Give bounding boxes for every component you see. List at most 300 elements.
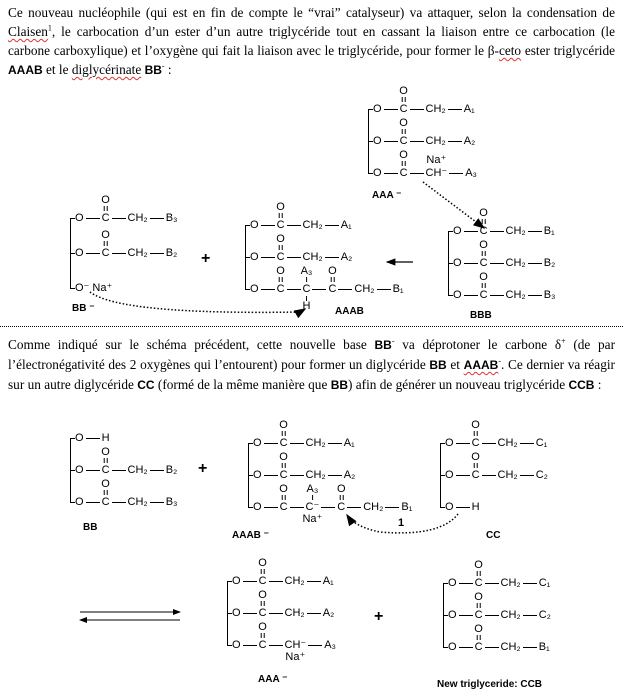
atom [250,250,259,264]
plus-sign: + [198,460,208,477]
double-bond [402,161,406,166]
atom [445,468,454,482]
atom-symbol: A₁ [322,575,334,587]
text: : [594,377,602,392]
bond [377,289,391,290]
text: . Ce dernier va réagir sur un autre diglycéride [8,357,615,392]
atom-symbol: C [101,496,110,508]
atom-symbol: O [276,265,285,277]
ester-chain [443,623,550,654]
atom [498,436,518,450]
atom [279,419,288,450]
atom-symbol: CH₂ [497,437,518,449]
ester-chain [368,117,476,148]
atom-symbol: C [474,609,483,621]
bond [261,257,275,258]
ester-chain [70,194,178,225]
atom [303,250,323,264]
atom [75,431,84,445]
atom-symbol: O [453,257,462,269]
atom [506,224,526,238]
bb-term: BB [374,338,392,352]
atom-symbol: C [479,289,488,301]
atom [128,495,148,509]
atom-symbol: C₂ [535,469,548,481]
bond [328,475,342,476]
atom [479,239,488,270]
atom-symbol: O [445,437,454,449]
atom-symbol: O [253,469,262,481]
substituent-above [479,240,488,256]
bond [410,141,424,142]
ester-chain [227,589,335,620]
bond [328,443,342,444]
atom-symbol: C₁ [535,437,548,449]
plus-sign: + [201,250,211,267]
atom-symbol: C [279,501,288,513]
atom-symbol: C₁ [538,577,551,589]
atom [166,246,178,260]
atom-symbol: CH₂ [425,103,446,115]
atom-symbol: CH₂ [505,257,526,269]
atom-symbol: B₃ [543,289,556,301]
atom-symbol: B₂ [543,257,556,269]
bond [243,645,257,646]
atom [102,431,110,445]
atom [323,606,335,620]
bond [290,507,304,508]
atom-symbol: CH⁻ [284,639,307,651]
double-bond [279,245,283,250]
atom-symbol: O [250,283,259,295]
double-bond [477,635,481,640]
atom [474,623,483,654]
double-bond [279,213,283,218]
double-bond [402,97,406,102]
double-bond [104,490,108,495]
bond [485,615,499,616]
atom-symbol: O [448,577,457,589]
atom-symbol: O [279,419,288,431]
bb-charge: - [391,336,395,346]
substituent-above [471,452,480,468]
double-bond [474,463,478,468]
bond [456,475,470,476]
bond [528,231,542,232]
atom [501,640,521,654]
atom-symbol: CH₂ [302,219,323,231]
substituent-above [337,484,346,500]
atom-symbol: B₁ [538,641,550,653]
atom-symbol: O [232,575,241,587]
bond [321,507,335,508]
bond [290,475,304,476]
aaab-term: AAAB [8,63,43,77]
atom [393,282,404,296]
atom-symbol: A₃ [300,265,313,277]
atom-symbol: CH₂ [505,225,526,237]
paragraph-2 [8,335,615,395]
bond [325,225,339,226]
bond [338,289,352,290]
atom-symbol: O [445,501,454,513]
atom [285,606,305,620]
atom-symbol: O [101,478,110,490]
text: (de par l’électronégativité des 2 oxygènes qui l’entourent) pour former un diglycéride [8,337,615,372]
ester-chain [70,431,110,445]
bond [482,475,496,476]
atom [464,102,475,116]
double-bond [482,251,486,256]
bond [243,613,257,614]
bond [456,507,470,508]
atom-symbol: C [258,575,267,587]
substituent-above [258,590,267,606]
atom [536,468,548,482]
substituent-above [276,266,285,282]
atom-symbol: Na⁺ [426,154,447,166]
atom-symbol: A₁ [340,219,352,231]
atom [373,166,382,180]
atom [344,436,355,450]
dotted-arrow-attack [423,182,484,228]
ester-chain [227,557,334,588]
atom-symbol: O [75,496,84,508]
atom-symbol: C [101,247,110,259]
ester-chain [248,483,413,525]
atom [276,201,285,232]
atom-symbol: C [337,501,346,513]
atom-symbol: O [373,135,382,147]
bond [523,615,537,616]
atom-symbol: C [399,103,408,115]
ester-chain [248,451,356,482]
atom [284,638,307,663]
atom-symbol: A₁ [343,437,355,449]
atom-symbol: O [276,201,285,213]
atom-symbol: O [399,85,408,97]
text: Comme indiqué sur le schéma précédent, cette nouvelle base [8,337,375,352]
label-bb: BB [83,522,98,533]
bond [86,502,100,503]
bond [269,645,283,646]
substituent-below [302,514,322,525]
bond [464,295,478,296]
substituent-above [101,230,110,246]
atom [166,495,178,509]
substituent-below [303,296,311,312]
atom-symbol: H [471,501,480,513]
bond [482,443,496,444]
atom [471,451,480,482]
bond [456,443,470,444]
atom-symbol: H [302,300,311,312]
atom [75,495,84,509]
atom [250,282,259,296]
label-aaa-anion-product: AAA ⁻ [258,674,288,685]
bond [150,218,164,219]
atom [539,576,551,590]
bb-term: BB [429,358,447,372]
bond [86,218,100,219]
footnote-ref[interactable]: 1 [47,23,52,33]
atom-symbol: O [373,103,382,115]
atom [445,500,454,514]
atom-symbol: O [75,212,84,224]
atom [498,468,518,482]
atom [399,149,408,180]
bond [459,615,473,616]
bond [520,475,534,476]
bond [150,253,164,254]
bond [269,581,283,582]
atom-symbol: A₃ [465,167,478,179]
bond [264,475,278,476]
atom [258,621,267,652]
atom-symbol: O [101,194,110,206]
atom-symbol: B₁ [401,501,413,513]
atom [128,463,148,477]
atom [426,102,446,116]
atom [464,134,476,148]
text: (formé de la même manière que [154,377,331,392]
atom [501,608,521,622]
bond [308,645,322,646]
double-bond [261,633,265,638]
atom [472,500,480,514]
ester-chain [245,233,353,264]
bond [243,581,257,582]
bond [490,263,504,264]
atom-symbol: C [328,283,337,295]
ester-chain [448,239,556,270]
atom [426,134,446,148]
bond [261,289,275,290]
bond [290,443,304,444]
atom-symbol: O [373,167,382,179]
atom [302,483,323,525]
text: Ce nouveau nucléophile (qui est en fin de compte le “vrai” catalyseur) va attaquer, selon la condensation de [8,5,615,20]
double-bond [282,431,286,436]
atom [539,640,550,654]
atom-symbol: B₃ [165,496,178,508]
paragraph-1 [8,3,615,80]
atom [276,233,285,264]
text: : [164,62,172,77]
cc-term: CC [137,378,155,392]
atom [253,500,262,514]
bond [312,495,313,500]
atom [445,436,454,450]
atom-symbol: O [453,289,462,301]
atom-symbol: C [302,283,311,295]
atom [101,446,110,477]
atom [75,211,84,225]
atom-symbol: A₃ [324,639,337,651]
double-bond [104,241,108,246]
atom [328,265,337,296]
bond [86,470,100,471]
atom-symbol: O [258,589,267,601]
bond [112,502,126,503]
ester-chain [368,149,478,180]
atom [166,463,178,477]
ester-chain [245,201,352,232]
atom-symbol: CH₂ [305,469,326,481]
bond [490,231,504,232]
bond [312,289,326,290]
atom-symbol: C [471,437,480,449]
atom-symbol: A₂ [322,607,335,619]
atom-symbol: O [474,559,483,571]
bond [307,613,321,614]
bond [86,438,100,439]
bond [490,295,504,296]
atom-symbol: CH₂ [127,464,148,476]
bond [325,257,339,258]
bond [307,581,321,582]
substituent-above [101,195,110,211]
atom-symbol: A₂ [463,135,476,147]
bond [384,141,398,142]
bond [86,253,100,254]
atom [258,589,267,620]
atom [128,246,148,260]
atom-symbol: CH₂ [302,251,323,263]
double-bond [482,283,486,288]
atom-symbol: O [479,239,488,251]
substituent-above [306,484,318,500]
atom-symbol: O [253,437,262,449]
substituent-above [276,234,285,250]
atom-symbol: B₁ [392,283,404,295]
substituent-above [474,560,483,576]
double-bond [261,569,265,574]
text: et le [42,62,72,77]
atom [324,638,336,652]
atom-symbol: C [479,257,488,269]
ester-chain [70,446,178,477]
atom [232,638,241,652]
label-aaab: AAAB [335,306,364,317]
label-aaa-anion: AAA ⁻ [372,190,402,201]
atom-symbol: O [474,591,483,603]
atom-symbol: O [276,233,285,245]
atom-symbol: CH₂ [363,501,384,513]
atom [279,483,288,514]
double-bond [104,458,108,463]
atom-symbol: O [250,219,259,231]
atom [544,288,556,302]
atom-symbol: A₃ [306,483,319,495]
double-bond [282,495,286,500]
atom-symbol: O [75,247,84,259]
atom [354,282,374,296]
atom-symbol: O [279,483,288,495]
ester-chain [227,621,337,663]
atom-symbol: O [232,639,241,651]
double-bond [339,495,343,500]
bond [264,507,278,508]
ester-chain [448,271,556,302]
atom-symbol: CH₂ [305,437,326,449]
atom [75,281,112,295]
atom-symbol: O [279,451,288,463]
atom-symbol: C [474,577,483,589]
substituent-above [471,420,480,436]
bb-charge: - [161,61,165,71]
atom [341,250,353,264]
substituent-above [101,479,110,495]
atom [75,463,84,477]
ester-chain [443,591,551,622]
bond [306,277,307,282]
substituent-above [276,202,285,218]
atom [373,102,382,116]
atom-symbol: C⁻ [305,501,320,513]
bond [384,173,398,174]
atom-symbol: A₂ [340,251,353,263]
atom-symbol: B₁ [543,225,555,237]
atom-symbol: O [471,419,480,431]
substituent-above [301,266,313,282]
atom [536,436,548,450]
substituent-above [279,452,288,468]
atom [323,574,334,588]
label-aaab-anion: AAAB ⁻ [232,530,269,541]
ester-chain [368,85,475,116]
atom-symbol: CH₂ [127,496,148,508]
double-bond [282,463,286,468]
double-bond [477,571,481,576]
bond [150,502,164,503]
atom [453,288,462,302]
atom-symbol: C [258,639,267,651]
double-bond [279,277,283,282]
double-bond [261,601,265,606]
substituent-above [399,118,408,134]
bond [485,583,499,584]
atom-symbol: B₂ [165,464,178,476]
atom-symbol: O [253,501,262,513]
bond [287,225,301,226]
label-bb-anion: BB ⁻ [72,303,95,314]
substituent-above [426,155,446,166]
bond [264,443,278,444]
atom [250,218,259,232]
atom [425,154,448,180]
substituent-below [285,652,305,663]
double-bond [402,129,406,134]
ester-chain [443,559,551,590]
bond [523,583,537,584]
atom-symbol: CH₂ [354,283,375,295]
step-number: 1 [398,517,405,529]
atom-symbol: C₂ [538,609,551,621]
double-bond [477,603,481,608]
bond [485,647,499,648]
atom-symbol: Na⁺ [285,651,306,663]
aaab-charge: - [498,356,502,366]
label-bbb: BBB [470,310,492,321]
atom [544,256,556,270]
atom [373,134,382,148]
bond [150,470,164,471]
atom [166,211,178,225]
atom [303,218,323,232]
atom [128,211,148,225]
atom-symbol: O [474,623,483,635]
